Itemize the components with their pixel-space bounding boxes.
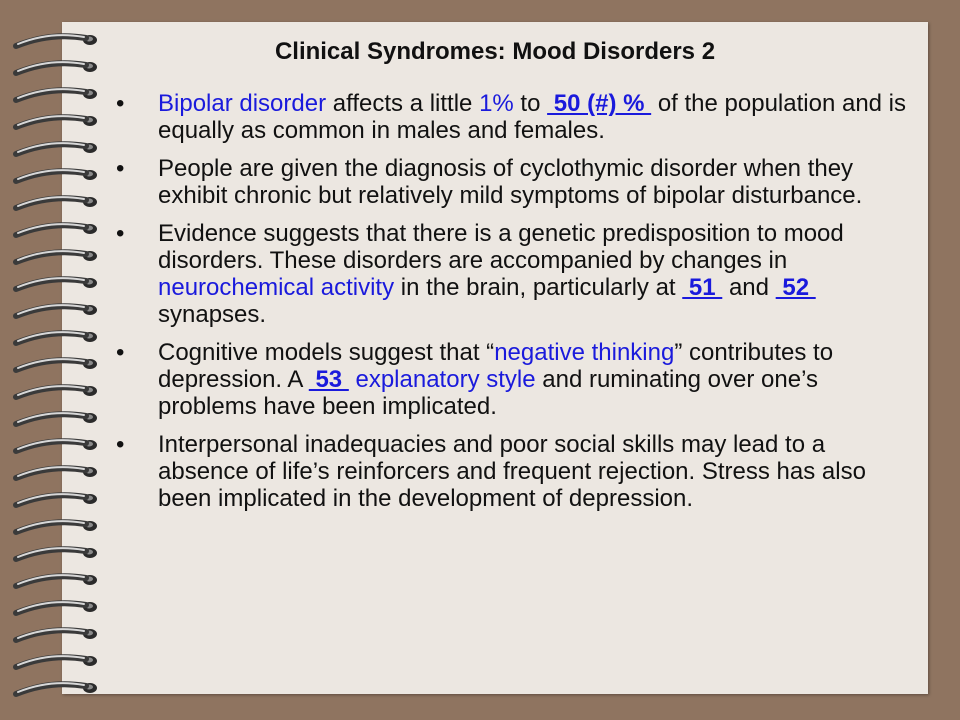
term-negative-thinking: negative thinking bbox=[494, 339, 675, 366]
ring-icon bbox=[16, 332, 97, 343]
term-bipolar-disorder: Bipolar disorder bbox=[158, 90, 327, 117]
spiral-binding-icon bbox=[0, 0, 110, 720]
bullet-item-cyclothymic bbox=[116, 155, 916, 209]
ring-icon bbox=[16, 359, 97, 370]
fill-blank-50: 50 (#) % bbox=[547, 90, 652, 117]
bullet-text: Interpersonal inadequacies and poor social skills may lead to a absence of life’s reinforcers and frequent rejection. Stress has also been implicated in the development of depression. bbox=[158, 431, 866, 512]
bullet-item-bipolar bbox=[116, 90, 916, 144]
bullet-dot: • bbox=[116, 220, 125, 247]
bullet-text: of the population and is equally as common in males and females. bbox=[158, 90, 907, 144]
fill-blank-53: 53 bbox=[308, 366, 349, 393]
ring-icon bbox=[16, 224, 97, 235]
bullet-text: to bbox=[513, 90, 548, 117]
ring-icon bbox=[16, 521, 97, 532]
ring-icon bbox=[16, 251, 97, 262]
ring-icon bbox=[16, 575, 97, 586]
ring-icon bbox=[16, 440, 97, 451]
ring-icon bbox=[16, 548, 97, 559]
bullet-text: Cognitive models suggest that “ bbox=[158, 339, 495, 366]
bullet-dot: • bbox=[116, 339, 125, 366]
ring-icon bbox=[16, 89, 97, 100]
ring-icon bbox=[16, 656, 97, 667]
bullet-text: in the brain, particularly at bbox=[394, 274, 683, 301]
ring-icon bbox=[16, 305, 97, 316]
slide-title: Clinical Syndromes: Mood Disorders 2 bbox=[274, 38, 716, 65]
ring-icon bbox=[16, 170, 97, 181]
bullet-item-cognitive bbox=[116, 339, 916, 420]
bullet-text: and bbox=[722, 274, 776, 301]
bullet-dot: • bbox=[116, 90, 125, 117]
bullet-item-genetic bbox=[116, 220, 916, 328]
bullet-list bbox=[116, 90, 916, 523]
fill-blank-52: 52 bbox=[775, 274, 816, 301]
ring-icon bbox=[16, 143, 97, 154]
fill-blank-51: 51 bbox=[682, 274, 723, 301]
bullet-dot: • bbox=[116, 155, 125, 182]
bullet-item-interpersonal bbox=[116, 431, 916, 512]
bullet-text: affects a little bbox=[326, 90, 480, 117]
ring-icon bbox=[16, 629, 97, 640]
bullet-text: synapses. bbox=[158, 301, 267, 328]
term-one-percent: 1% bbox=[479, 90, 514, 117]
bullet-dot: • bbox=[116, 431, 125, 458]
term-neurochemical-activity: neurochemical activity bbox=[158, 274, 395, 301]
ring-icon bbox=[16, 116, 97, 127]
bullet-text: ” contributes to depression. A bbox=[158, 339, 834, 393]
ring-icon bbox=[16, 467, 97, 478]
ring-icon bbox=[16, 683, 97, 694]
ring-icon bbox=[16, 494, 97, 505]
ring-icon bbox=[16, 602, 97, 613]
bullet-text: and ruminating over one’s problems have been implicated. bbox=[158, 366, 818, 420]
bullet-text: People are given the diagnosis of cyclothymic disorder when they exhibit chronic but relatively mild symptoms of bipolar disturbance. bbox=[158, 155, 863, 209]
term-explanatory-style: explanatory style bbox=[355, 366, 536, 393]
ring-icon bbox=[16, 413, 97, 424]
ring-icon bbox=[16, 278, 97, 289]
ring-icon bbox=[16, 386, 97, 397]
bullet-text: Evidence suggests that there is a genetic predisposition to mood disorders. These disorders are accompanied by changes in bbox=[158, 220, 844, 274]
ring-icon bbox=[16, 197, 97, 208]
